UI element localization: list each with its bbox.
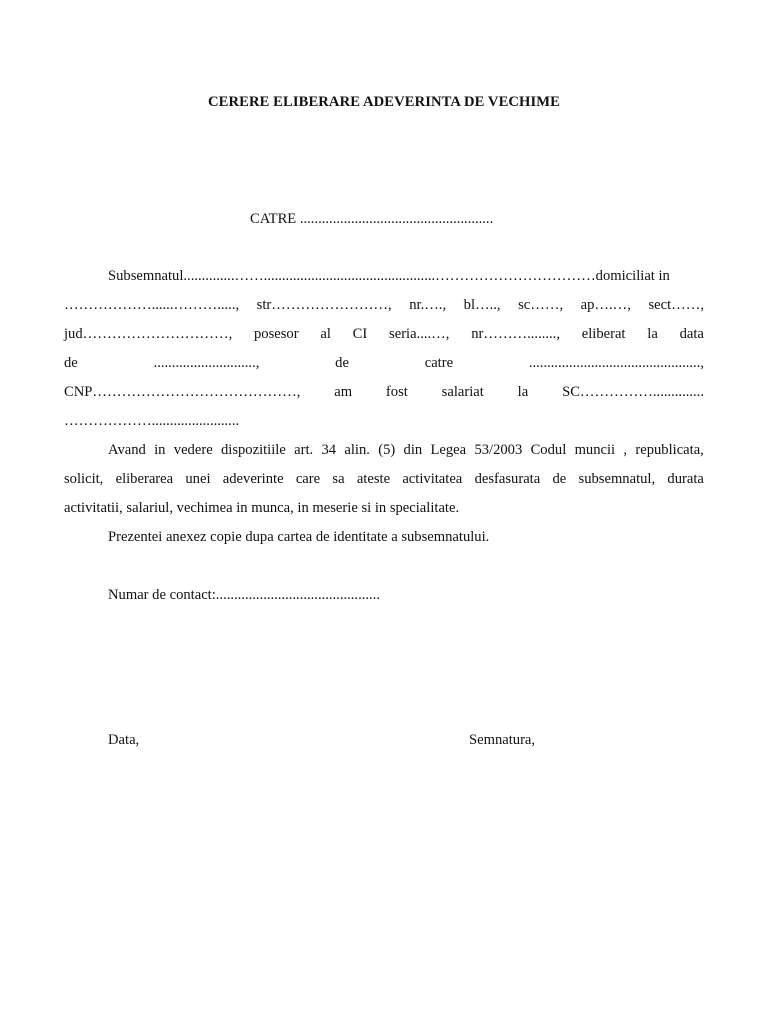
line-word: ateste: [356, 471, 391, 487]
line-text: ………………........................: [64, 413, 240, 429]
line-word: sc……,: [518, 297, 564, 313]
line-word: eliberarea: [115, 471, 174, 487]
line-word: la: [517, 384, 529, 400]
line-word: activitatea: [402, 471, 463, 487]
line-word: CNP……………………………………,: [64, 384, 301, 400]
line-word: 53/2003: [474, 442, 523, 458]
recipient-line: CATRE .....................................................: [250, 211, 494, 227]
line-word: salariat: [441, 384, 484, 400]
line-word: fost: [385, 384, 408, 400]
line-word: unei: [185, 471, 211, 487]
signature-label: Semnatura,: [469, 732, 536, 748]
line-word: 34: [321, 442, 337, 458]
line-word: (5): [378, 442, 396, 458]
line-word: CI: [352, 326, 368, 342]
line-word: solicit,: [64, 471, 104, 487]
line-word: vedere: [173, 442, 213, 458]
line-word: art.: [294, 442, 314, 458]
body-line: [64, 291, 704, 320]
body-line: [64, 378, 704, 407]
line-word: muncii: [574, 442, 616, 458]
line-word: eliberat: [581, 326, 626, 342]
body-line: [64, 320, 704, 349]
body-line: [64, 465, 704, 494]
line-word: sect……,: [648, 297, 704, 313]
line-word: de: [64, 355, 78, 371]
line-word: str……………………,: [256, 297, 392, 313]
document-title: CERERE ELIBERARE ADEVERINTA DE VECHIME: [208, 94, 560, 110]
line-word: subsemnatul,: [578, 471, 656, 487]
line-word: am: [334, 384, 353, 400]
line-word: Legea: [430, 442, 467, 458]
line-word: de: [335, 355, 349, 371]
line-word: jud…………………………,: [64, 326, 233, 342]
body-line: [64, 436, 704, 465]
body-line: [64, 407, 704, 436]
body-line: [64, 349, 704, 378]
line-word: adeverinte: [222, 471, 284, 487]
line-word: catre: [424, 355, 454, 371]
body-line: [64, 523, 704, 552]
line-word: dispozitiile: [220, 442, 286, 458]
line-word: in: [154, 442, 166, 458]
line-word: posesor: [254, 326, 299, 342]
line-word: desfasurata: [474, 471, 541, 487]
contact-line: Numar de contact:.............................................: [108, 587, 380, 603]
line-word: al: [320, 326, 331, 342]
line-word: seria....…,: [389, 326, 450, 342]
line-word: sa: [332, 471, 345, 487]
line-word: republicata,: [635, 442, 704, 458]
body-line: [64, 494, 704, 523]
line-word: la: [647, 326, 658, 342]
line-word: bl…..,: [463, 297, 501, 313]
date-label: Data,: [108, 732, 140, 748]
line-text: Prezentei anexez copie dupa cartea de identitate a subsemnatului.: [108, 529, 490, 545]
line-word: ...............................................,: [528, 355, 704, 371]
line-word: din: [403, 442, 423, 458]
line-text: Subsemnatul..............……...............................................……………………………domiciliat in: [108, 268, 670, 284]
line-text: activitatii, salariul, vechimea in munca, in meserie si in specialitate.: [64, 500, 460, 516]
line-word: de: [552, 471, 567, 487]
line-word: care: [295, 471, 321, 487]
line-word: Avand: [108, 442, 146, 458]
document-body: [64, 262, 704, 552]
line-word: Codul: [530, 442, 567, 458]
line-word: ,: [623, 442, 628, 458]
body-line: [64, 262, 704, 291]
line-word: ………………......……….....,: [64, 297, 240, 313]
line-word: alin.: [344, 442, 370, 458]
line-word: SC……………..............: [562, 384, 704, 400]
line-word: durata: [667, 471, 704, 487]
line-word: ap….…,: [580, 297, 631, 313]
line-word: nr………........,: [471, 326, 560, 342]
line-word: data: [679, 326, 704, 342]
line-word: ............................,: [153, 355, 260, 371]
line-word: nr.….,: [409, 297, 447, 313]
